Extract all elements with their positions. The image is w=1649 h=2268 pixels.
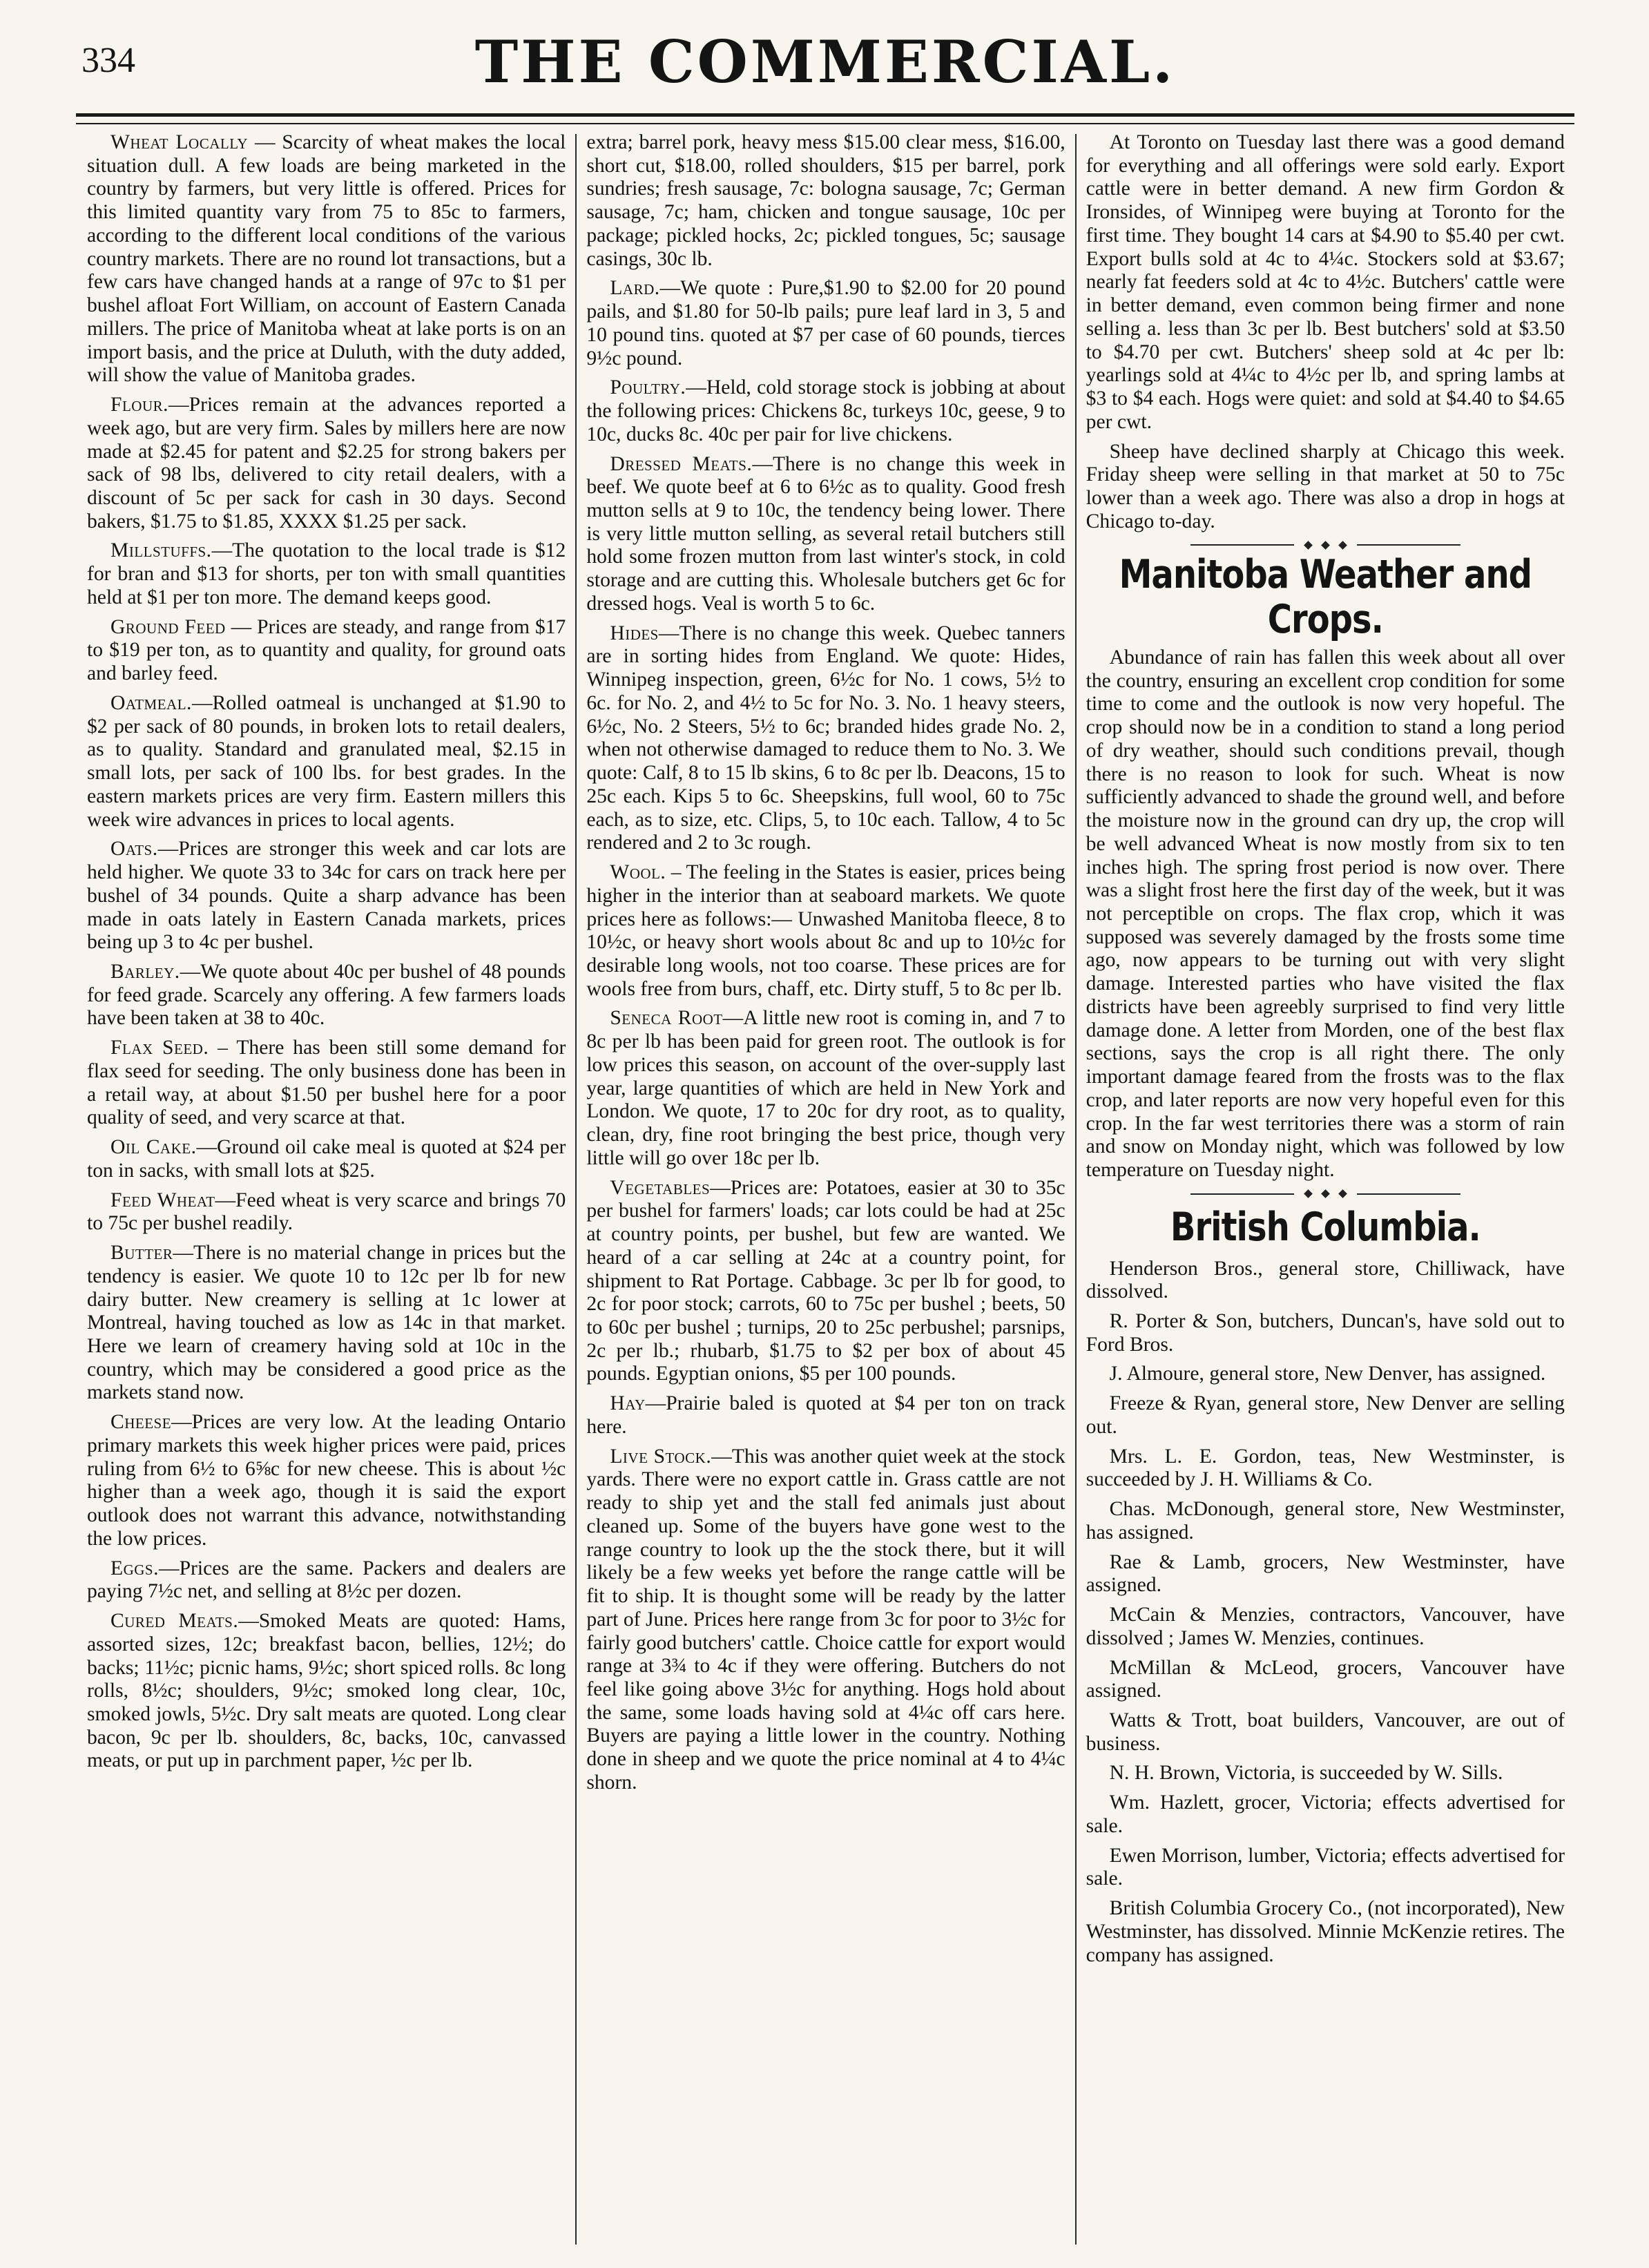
section-ornament xyxy=(1086,540,1565,550)
market-paragraph xyxy=(87,692,566,832)
business-notice: McMillan & McLeod, grocers, Vancouver have assigned. xyxy=(1086,1656,1565,1702)
section-heading-british-columbia: British Columbia. xyxy=(1170,1204,1481,1250)
paragraph-text: —Ground oil cake meal is quoted at $24 per ton in sacks, with small lots at $25. xyxy=(87,1136,566,1182)
paragraph-text: —Held, cold storage stock is jobbing at about the following prices: Chickens 8c, turkeys 10c, geese, 9 to 10c, ducks 8c. 40c per pair for live chickens. xyxy=(586,376,1065,445)
paragraph-lead: Poultry. xyxy=(610,376,686,399)
paragraph-lead: Butter xyxy=(110,1242,173,1265)
market-paragraph xyxy=(87,1189,566,1236)
market-paragraph xyxy=(87,539,566,609)
paragraph-text: —Prices are the same. Packers and dealers are paying 7½c net, and selling at 8½c per dozen. xyxy=(87,1557,566,1603)
market-paragraph xyxy=(87,616,566,686)
paragraph-text: —There is no change this week. Quebec tanners are in sorting hides from England. We quote: Hides, Winnipeg inspection, green, 6½c for No. 1 cows, 5½ to 6c. for No. 2, and 4½ to 5c for No. 3. No. 1 heavy steers, 6½c, No. 2 Steers, 5½ to 6c; branded hides grade No. 2, when not otherwise damaged to reduce them to No. 3. We quote: Calf, 8 to 15 lb skins, 6 to 8c per lb. Deacons, 15 to 25c each. Kips 5 to 6c. Sheepskins, full wool, 60 to 75c each, as to size, etc. Clips, 5, to 10c each. Tallow, 4 to 5c rendered and 2 to 3c rough. xyxy=(586,622,1065,854)
newspaper-title: THE COMMERCIAL. xyxy=(474,28,1176,96)
section-heading-manitoba: Manitoba Weather and Crops. xyxy=(1119,552,1532,643)
business-notice: R. Porter & Son, butchers, Duncan's, have sold out to Ford Bros. xyxy=(1086,1310,1565,1356)
paragraph-lead: Wheat Locally xyxy=(110,131,249,153)
paragraph-text: – There has been still some demand for flax seed for seeding. The only business done has been in a retail way, at about $1.50 per bushel here for a poor quality of seed, and very scarce at that. xyxy=(87,1037,566,1129)
business-notice: Henderson Bros., general store, Chilliwack, have dissolved. xyxy=(1086,1257,1565,1303)
business-notice: McCain & Menzies, contractors, Vancouver, have dissolved ; James W. Menzies, continues. xyxy=(1086,1604,1565,1649)
page-number: 334 xyxy=(81,41,135,80)
paragraph-text: —Prices remain at the advances reported a week ago, but are very firm. Sales by millers here are now made at $2.45 for patent and $2.25 for strong bakers per sack of 98 lbs, delivered to city retail dealers, with a discount of 5c per sack for cash in 30 days. Second bakers, $1.75 to $1.85, XXXX $1.25 per sack. xyxy=(87,394,566,532)
market-paragraph: Sheep have declined sharply at Chicago this week. Friday sheep were selling in that market at 50 to 75c lower than a week ago. There was also a drop in hogs at Chicago to-day. xyxy=(1086,440,1565,532)
market-paragraph xyxy=(586,376,1065,446)
paragraph-text: —Prices are very low. At the leading Ontario primary markets this week higher prices were paid, prices ruling from 6½ to 6⅝c for new cheese. This is about ½c higher than a week ago, though it is said the export outlook does not warrant this advance, notwithstanding the low prices. xyxy=(87,1411,566,1550)
masthead xyxy=(76,12,1574,116)
business-notice: Ewen Morrison, lumber, Victoria; effects advertised for sale. xyxy=(1086,1844,1565,1890)
market-paragraph xyxy=(87,838,566,954)
paragraph-lead: Vegetables xyxy=(610,1176,711,1199)
paragraph-text: —We quote about 40c per bushel of 48 pounds for feed grade. Scarcely any offering. A few farmers loads have been taken at 38 to 40c. xyxy=(87,960,566,1030)
market-paragraph xyxy=(87,394,566,533)
business-notice: Wm. Hazlett, grocer, Victoria; effects advertised for sale. xyxy=(1086,1791,1565,1837)
paragraph-text: —This was another quiet week at the stock yards. There were no export cattle in. Grass cattle are not ready to ship yet and the stall fed animals just about cleaned up. Some of the buyers have gone west to the range country to look up the the stock there, but it will likely be a few weeks yet before the range cattle will be fit to ship. It is thought some will be ready by the latter part of June. Prices here range from 3c for poor to 3½c for fairly good butchers' cattle. Choice cattle for export would range at 3¾ to 4c if they were offering. Butchers do not feel like going above 3½c for anything. Hogs hold about the same, some loads having sold at 4¼c off cars here. Buyers are paying a little lower in the country. Nothing done in sheep and we quote the price nominal at 4 to 4¼c shorn. xyxy=(586,1445,1065,1794)
market-paragraph xyxy=(87,1610,566,1773)
paragraph-text: —We quote : Pure,$1.90 to $2.00 for 20 pound pails, and $1.80 for 50-lb pails; pure leaf lard in 3, 5 and 10 pound tins. quoted at $7 per case of 60 pounds, tierces 9½c pound. xyxy=(586,277,1065,369)
paragraph-text: extra; barrel pork, heavy mess $15.00 clear mess, $16.00, short cut, $18.00, rolled shoulders, $15 per barrel, pork sundries; fresh sausage, 7c: bologna sausage, 7c; German sausage, 7c; ham, chicken and tongue sausage, 10c per package; pickled hocks, 2c; pickled tongues, 5c; sausage casings, 30c lb. xyxy=(586,131,1065,270)
market-paragraph xyxy=(87,961,566,1030)
paragraph-text: — Prices are steady, and range from $17 to $19 per ton, as to quantity and quality, for ground oats and barley feed. xyxy=(87,615,566,685)
paragraph-lead: Flour. xyxy=(110,394,169,416)
paragraph-lead: Live Stock. xyxy=(610,1445,712,1468)
paragraph-lead: Eggs. xyxy=(110,1557,159,1579)
paragraph-lead: Oats. xyxy=(110,838,158,861)
market-paragraph xyxy=(87,1411,566,1550)
market-paragraph xyxy=(586,453,1065,616)
paragraph-lead: Oil Cake. xyxy=(110,1136,197,1159)
paragraph-text: —There is no change this week in beef. We quote beef at 6 to 6½c as to quality. Good fresh mutton sells at 9 to 10c, the tendency being lower. There is very little mutton selling, as several retail butchers still hold some frozen mutton from last winter's stock, in cold storage and are cutting this. Wholesale butchers get 6c for dressed hogs. Veal is worth 5 to 6c. xyxy=(586,452,1065,615)
market-paragraph xyxy=(586,622,1065,855)
paragraph-lead: Cheese xyxy=(110,1411,172,1434)
market-paragraph xyxy=(586,131,1065,271)
paragraph-lead: Dressed Meats. xyxy=(610,452,753,475)
column-3 xyxy=(1077,131,1574,2245)
british-columbia-notices xyxy=(1086,1258,1565,1968)
column-1 xyxy=(77,131,575,2245)
paragraph-text: —A little new root is coming in, and 7 to 8c per lb has been paid for green root. The outlook is for low prices this season, on account of the over-supply last year, large quantities of which are held in New York and London. We quote, 17 to 20c for dry root, as to quality, clean, dry, fine root bringing the best price, though very little will go over 18c per lb. xyxy=(586,1007,1065,1169)
business-notice: Mrs. L. E. Gordon, teas, New Westminster, is succeeded by J. H. Williams & Co. xyxy=(1086,1445,1565,1491)
paragraph-lead: Ground Feed xyxy=(110,615,226,638)
paragraph-text: —Rolled oatmeal is unchanged at $1.90 to $2 per sack of 80 pounds, in broken lots to retail dealers, as to quality. Standard and granulated meal, $2.15 in small lots, per sack of 100 lbs. for best grades. In the eastern markets prices are very firm. Eastern millers this week wire advances in prices to local agents. xyxy=(87,691,566,831)
toronto-chicago-report xyxy=(1086,131,1565,533)
business-notice: N. H. Brown, Victoria, is succeeded by W. Sills. xyxy=(1109,1762,1503,1785)
paragraph-lead: Cured Meats. xyxy=(110,1610,239,1633)
paragraph-text: —Smoked Meats are quoted: Hams, assorted sizes, 12c; breakfast bacon, bellies, 12½; do backs; 11½c; picnic hams, 9½c; short spiced rolls. 8c long rolls, 8½c; shoulders, 9½c; smoked long clear, 10c, smoked jowls, 5½c. Dry salt meats are quoted. Long clear bacon, 9c per lb. shoulders, 8c, backs, 10c, canvassed meats, or put up in parchment paper, ½c per lb. xyxy=(87,1610,566,1772)
paragraph-lead: Oatmeal. xyxy=(110,691,192,714)
paragraph-text: —Prairie baled is quoted at $4 per ton on track here. xyxy=(586,1392,1065,1438)
section-ornament xyxy=(1086,1189,1565,1199)
business-notice: J. Almoure, general store, New Denver, has assigned. xyxy=(1109,1363,1546,1385)
article-columns xyxy=(77,131,1574,2245)
paragraph-lead: Seneca Root xyxy=(610,1007,723,1030)
paragraph-text: —There is no material change in prices but the tendency is easier. We quote 10 to 12c per lb for new dairy butter. New creamery is selling at 1c lower at Montreal, having touched as low as 14c in that market. Here we learn of creamery having sold at 10c in the country, which may be considered a good price as the markets stand now. xyxy=(87,1242,566,1404)
paragraph-lead: Barley. xyxy=(110,960,180,983)
market-paragraph: At Toronto on Tuesday last there was a good demand for everything and all offerings were sold early. Export cattle were in better demand. A new firm Gordon & Ironsides, of Winnipeg were buying at Toronto for the first time. They bought 14 cars at $4.90 to $5.40 per cwt. Export bulls sold at 4c to 4¼c. Stockers sold at $3.67; nearly fat feeders sold at 4c to 4½c. Butchers' cattle were in better demand, even common being firmer and none selling a. less than 3c per lb. Best butchers' sold at $3.50 to $4.70 per cwt. Butchers' sheep sold at 4c per lb: yearlings sold at 4¼c to 4½c per lb, and spring lambs at $3 to $4 each. Hogs were quiet: and sold at $4.40 to $4.65 per cwt. xyxy=(1086,131,1565,433)
market-paragraph xyxy=(87,1136,566,1182)
business-notice: Watts & Trott, boat builders, Vancouver, are out of business. xyxy=(1086,1709,1565,1755)
market-paragraph xyxy=(586,1392,1065,1439)
paragraph-lead: Wool. xyxy=(610,861,666,884)
manitoba-weather-text: Abundance of rain has fallen this week about all over the country, ensuring an excellent crop condition for some time to come and the outlook is now very hopeful. The crop should now be in a condition to stand a long period of dry weather, should such conditions prevail, though there is no reason to look for such. Wheat is now sufficiently advanced to shade the ground well, and before the moisture now in the ground can dry up, the crop will be well advanced Wheat is now mostly from six to ten inches high. The spring frost period is now over. There was a slight frost here the first day of the week, but it was not perceptible on crops. The flax crop, which it was supposed was severely damaged by the frosts some time ago, now appears to be turning out with very slight damage. Interested parties who have visited the flax districts have been agreebly surprised to find very little damage done. A letter from Morden, one of the best flax sections, says the crop is all right there. The only important damage feared from the frosts was to the flax crop, and later reports are now very hopeful even for this crop. In the far west territories there was a storm of rain and snow on Monday night, which was followed by low temperature on Tuesday night. xyxy=(1086,646,1565,1182)
column-2 xyxy=(577,131,1074,2245)
business-notice: British Columbia Grocery Co., (not incorporated), New Westminster, has dissolved. Minnie McKenzie retires. The company has assigned. xyxy=(1086,1897,1565,1966)
paragraph-lead: Lard. xyxy=(610,277,660,300)
paragraph-lead: Millstuffs. xyxy=(110,539,212,562)
paragraph-text: — Scarcity of wheat makes the local situation dull. A few loads are being marketed in the country by farmers, but very little is offered. Prices for this limited quantity vary from 75 to 85c to farmers, according to the different local conditions of the various country markets. There are no round lot transactions, but a few cars have changed hands at a range of 97c to $1 per bushel afloat Fort William, on account of Eastern Canada millers. The price of Manitoba wheat at lake ports is on an import basis, and the price at Duluth, with the duty added, will show the value of Manitoba grades. xyxy=(87,131,566,387)
market-paragraph xyxy=(586,1007,1065,1170)
market-paragraph xyxy=(586,861,1065,1001)
paragraph-lead: Flax Seed. xyxy=(110,1037,209,1059)
paragraph-text: —Prices are: Potatoes, easier at 30 to 35c per bushel for farmers' loads; car lots could be had at 25c at country points, per bushel, but few are wanted. We heard of a car selling at 24c at a country point, for shipment to Rat Portage. Cabbage. 3c per lb for good, to 2c for poor stock; carrots, 60 to 75c per bushel ; beets, 50 to 60c per bushel ; turnips, 20 to 25c perbushel; parsnips, 2c per lb.; rhubarb, $1.75 to $2 per box of about 45 pounds. Egyptian onions, $5 per 100 pounds. xyxy=(586,1176,1065,1385)
paragraph-text: —Prices are stronger this week and car lots are held higher. We quote 33 to 34c for cars on track here per bushel of 34 pounds. Quite a sharp advance has been made in oats lately in Eastern Canada markets, prices being up 3 to 4c per bushel. xyxy=(87,838,566,954)
header-rule-thick xyxy=(76,113,1574,117)
paragraph-text: —Feed wheat is very scarce and brings 70 to 75c per bushel readily. xyxy=(87,1189,566,1235)
paragraph-text: – The feeling in the States is easier, prices being higher in the interior than at seaboard markets. We quote prices here as follows:— Unwashed Manitoba fleece, 8 to 10½c, or heavy short wools about 8c and up to 10½c for desirable long wools, not too coarse. These prices are for wools free from burs, chaff, etc. Dirty stuff, 5 to 8c per lb. xyxy=(586,861,1065,1000)
header-rule-thin xyxy=(76,123,1574,124)
business-notice: Rae & Lamb, grocers, New Westminster, have assigned. xyxy=(1086,1550,1565,1597)
market-paragraph xyxy=(586,1177,1065,1387)
paragraph-text: —The quotation to the local trade is $12 for bran and $13 for shorts, per ton with small quantities held at $1 per ton more. The demand keeps good. xyxy=(87,539,566,608)
market-paragraph xyxy=(586,1445,1065,1795)
business-notice: Chas. McDonough, general store, New Westminster, has assigned. xyxy=(1086,1498,1565,1544)
market-paragraph xyxy=(87,131,566,387)
paragraph-lead: Hay xyxy=(610,1392,646,1415)
market-paragraph xyxy=(586,277,1065,370)
market-paragraph xyxy=(87,1037,566,1130)
paragraph-lead: Feed Wheat xyxy=(110,1189,215,1211)
paragraph-lead: Hides xyxy=(610,622,659,644)
market-paragraph xyxy=(87,1557,566,1604)
market-paragraph xyxy=(87,1242,566,1405)
business-notice: Freeze & Ryan, general store, New Denver are selling out. xyxy=(1086,1392,1565,1438)
